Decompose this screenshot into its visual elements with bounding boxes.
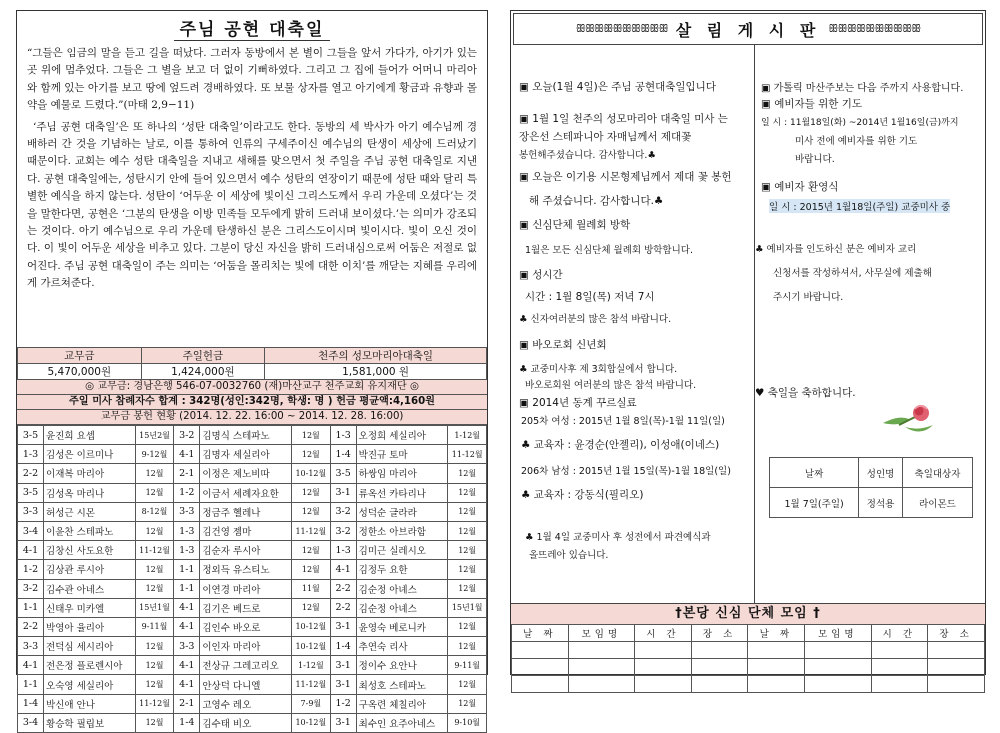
roster-name: 전상규 그레고리오 — [200, 656, 292, 675]
roster-period: 10-12월 — [292, 464, 331, 483]
roster-period: 9-12월 — [135, 445, 174, 464]
roster-name: 정한소 아브라함 — [356, 521, 448, 540]
roster-row — [18, 521, 487, 540]
roster-name: 박영아 율리아 — [44, 617, 136, 636]
meeting-cell — [871, 642, 928, 659]
roster-name: 이윤찬 스테파노 — [44, 521, 136, 540]
roster-group: 1-2 — [18, 560, 44, 579]
roster-period: 12월 — [292, 541, 331, 560]
roster-name: 윤진희 요셉 — [44, 426, 136, 445]
roster-name: 최수인 요주아네스 — [356, 713, 448, 732]
roster-group: 1-2 — [174, 483, 200, 502]
roster-period: 12월 — [135, 464, 174, 483]
meeting-cell — [691, 642, 748, 659]
meeting-cell — [805, 642, 871, 659]
notice-guide-2: 신청서를 작성하셔서, 사무실에 제출해 — [773, 268, 932, 279]
attendance-summary: 주일 미사 참례자수 합계 : 342명(성인:342명, 학생: 명 ) 헌금 평균액:4,160원 — [17, 395, 487, 410]
feast-saint: 정석용 — [859, 488, 903, 518]
roster-period: 12월 — [448, 694, 487, 713]
roster-group: 1-3 — [174, 521, 200, 540]
roster-group: 2-2 — [330, 598, 356, 617]
roster-name: 김인수 바오로 — [200, 617, 292, 636]
roster-group: 3-2 — [330, 502, 356, 521]
roster-name: 정외득 유스티노 — [200, 560, 292, 579]
roster-name: 김수관 아네스 — [44, 579, 136, 598]
notice-column-right — [755, 45, 985, 603]
roster-row — [18, 541, 487, 560]
roster-row — [18, 560, 487, 579]
feast-person: 라이몬드 — [902, 488, 972, 518]
roster-period: 9-10월 — [448, 713, 487, 732]
roster-name: 정이수 요안나 — [356, 656, 448, 675]
notice-mass: ▣ 1월 1일 천주의 성모마리아 대축일 미사 는 — [519, 113, 728, 125]
roster-row — [18, 502, 487, 521]
roster-group: 1-1 — [18, 598, 44, 617]
roster-group: 3-4 — [18, 713, 44, 732]
meeting-cell — [748, 642, 805, 659]
meeting-header: 날 짜 — [512, 625, 569, 642]
roster-period: 15년1월 — [135, 598, 174, 617]
meeting-cell — [512, 659, 569, 676]
meeting-header: 모임명 — [568, 625, 634, 642]
roster-group: 4-1 — [174, 617, 200, 636]
roster-period: 10-12월 — [292, 617, 331, 636]
notice-vacation: ▣ 신심단체 월례회 방학 — [519, 219, 631, 231]
roster-group: 4-1 — [330, 560, 356, 579]
roster-name: 최성호 스테파노 — [356, 675, 448, 694]
meeting-cell — [928, 659, 985, 676]
meeting-cell — [805, 659, 871, 676]
roster-group: 3-1 — [330, 483, 356, 502]
roster-period: 12월 — [292, 598, 331, 617]
roster-name: 김순정 아녜스 — [356, 598, 448, 617]
notice-holy-hour-note: ♣ 신자여러분의 많은 참석 바랍니다. — [519, 314, 672, 325]
meeting-row — [512, 659, 985, 676]
finance-value: 1,581,000 원 — [265, 364, 487, 380]
meeting-cell — [928, 676, 985, 693]
right-panel — [510, 10, 986, 675]
notice-flower: ▣ 오늘은 이기용 시몬형제님께서 제대 꽃 봉헌 — [519, 171, 732, 183]
roster-group: 4-1 — [174, 445, 200, 464]
roster-row — [18, 598, 487, 617]
roster-name: 김순자 루시아 — [200, 541, 292, 560]
roster-name: 김건영 젬마 — [200, 521, 292, 540]
meeting-cell — [928, 642, 985, 659]
roster-period: 12월 — [448, 675, 487, 694]
roster-period: 12월 — [292, 483, 331, 502]
roster-period: 12월 — [448, 502, 487, 521]
roster-period: 12월 — [135, 579, 174, 598]
notice-guide-3: 주시기 바랍니다. — [773, 292, 844, 303]
roster-group: 1-2 — [330, 694, 356, 713]
ornament-left: ꕥꕥꕥꕥꕥꕥꕥꕥꕥꕥ — [575, 22, 668, 35]
roster-name: 안상덕 다니엘 — [200, 675, 292, 694]
meeting-cell — [748, 659, 805, 676]
roster-group: 4-1 — [174, 656, 200, 675]
roster-row — [18, 464, 487, 483]
roster-row — [18, 617, 487, 636]
feast-header: 축일대상자 — [902, 458, 972, 488]
roster-period: 12월 — [448, 579, 487, 598]
roster-row — [18, 579, 487, 598]
roster-period: 12월 — [292, 560, 331, 579]
roster-name: 하쌍임 마리아 — [356, 464, 448, 483]
roster-group: 4-1 — [18, 656, 44, 675]
roster-group: 4-1 — [174, 675, 200, 694]
roster-name: 이정은 제노비따 — [200, 464, 292, 483]
roster-name: 김정두 요한 — [356, 560, 448, 579]
meeting-header: 장 소 — [691, 625, 748, 642]
roster-group: 3-1 — [330, 617, 356, 636]
roster-period: 11-12월 — [135, 541, 174, 560]
page-title: 주님 공현 대축일 — [17, 11, 487, 42]
roster-period: 12월 — [292, 445, 331, 464]
roster-name: 추연숙 리사 — [356, 637, 448, 656]
meeting-cell — [691, 659, 748, 676]
roster-period: 12월 — [292, 426, 331, 445]
notice-prayer-body-2: 바랍니다. — [795, 154, 835, 165]
meeting-title: †본당 신심 단체 모임 † — [511, 603, 985, 625]
roster-name: 김성옥 마리나 — [44, 483, 136, 502]
finance-value: 1,424,000원 — [141, 364, 265, 380]
roster-group: 3-2 — [174, 426, 200, 445]
meeting-cell — [871, 659, 928, 676]
roster-name: 허성근 시몬 — [44, 502, 136, 521]
roster-period: 1-12월 — [292, 656, 331, 675]
meeting-cell — [568, 659, 634, 676]
rose-icon — [879, 397, 937, 437]
roster-period: 15년2월 — [135, 426, 174, 445]
roster-group: 3-3 — [174, 502, 200, 521]
meeting-cell — [635, 642, 692, 659]
roster-period: 11월 — [292, 579, 331, 598]
feast-explanation: ‘주님 공현 대축일’은 또 하나의 ‘성탄 대축일’이라고도 한다. 동방의 세 박사가 아기 예수님께 경배하러 간 것을 기념하는 날로, 이를 통하여 인류의 구세주이신 예수님의 탄생이 세상에 드러났기 때문이다. 교회는 예수 성탄 대축일을 지내고 새해를 맞으면서 첫 주일을 주님 공현 대축일로 지낸다. 공현 대축일에는, 성탄시기 안에 들어 있으면서 예수 성탄의 연장이기 때문에 성탄 때와 달리 특별한 예식을 하지 않는다. 성탄이 ‘어두운 이 세상에 빛이신 그리스도께서 우리 가운데 오셨다’는 것을 말한다면, 공현은 ‘그분의 탄생을 이방 민족들 모두에게 밝히 드러내 보이셨다.’는 의미가 강조되는 것이다. 아기 예수님으로 우리 가운데 탄생하신 분은 그리스도이시며 빛이시다. 빛이 오신 것이다. 이 빛이 어두운 세상을 비추고 있다. 그분이 당신 자신을 밝히 드러내심으로써 어둠은 저절로 없어진다. 주님 공현 대축일이 주는 의미는 ‘어둠을 몰리치는 빛에 대한 이치’를 깨닫는 지혜를 우리에게 가르쳐준다. — [27, 120, 477, 290]
feast-greeting: ♥ 축일을 축하합니다. — [755, 387, 856, 399]
notice-cursillo-women-teacher: ♣ 교육자 : 윤경순(안젤리), 이성애(이네스) — [521, 439, 720, 451]
roster-group: 3-5 — [18, 426, 44, 445]
feast-table — [769, 457, 973, 518]
roster-name: 김기은 베드로 — [200, 598, 292, 617]
roster-period: 12월 — [448, 560, 487, 579]
feast-header: 날짜 — [770, 458, 859, 488]
roster-name: 이재복 마리아 — [44, 464, 136, 483]
notice-prayer: ▣ 예비자들 위한 기도 — [761, 98, 863, 110]
notice-paul-club-1: ♣ 교중미사후 제 3회합실에서 합니다. — [519, 364, 678, 375]
meeting-row — [512, 676, 985, 693]
roster-period: 15년1월 — [448, 598, 487, 617]
roster-group: 1-3 — [174, 541, 200, 560]
finance-value: 5,470,000원 — [18, 364, 142, 380]
meeting-cell — [748, 676, 805, 693]
roster-period: 9-11월 — [448, 656, 487, 675]
roster-row — [18, 637, 487, 656]
roster-group: 1-1 — [174, 579, 200, 598]
roster-period: 12월 — [135, 656, 174, 675]
roster-name: 성덕순 글라라 — [356, 502, 448, 521]
roster-name: 오정희 세실리아 — [356, 426, 448, 445]
roster-group: 1-1 — [18, 675, 44, 694]
roster-group: 1-3 — [330, 541, 356, 560]
roster-period: 7-9월 — [292, 694, 331, 713]
meeting-cell — [635, 676, 692, 693]
roster-name: 김수태 비오 — [200, 713, 292, 732]
roster-name: 김창신 사도요한 — [44, 541, 136, 560]
meeting-row — [512, 642, 985, 659]
roster-period: 10-12월 — [292, 637, 331, 656]
meeting-cell — [691, 676, 748, 693]
roster-period: 12월 — [135, 713, 174, 732]
roster-period: 9-11월 — [135, 617, 174, 636]
roster-row — [18, 694, 487, 713]
roster-group: 3-1 — [330, 675, 356, 694]
roster-group: 3-3 — [18, 637, 44, 656]
roster-name: 정금주 헬레나 — [200, 502, 292, 521]
meeting-cell — [512, 676, 569, 693]
notice-welcome-date: 일 시 : 2015년 1월18일(주일) 교중미사 중 — [769, 199, 950, 213]
finance-table — [17, 347, 487, 380]
roster-group: 1-4 — [174, 713, 200, 732]
notice-flower-2: 해 주셨습니다. 감사합니다.♣ — [529, 195, 664, 207]
notice-today: ▣ 오늘(1월 4일)은 주님 공현대축일입니다 — [519, 81, 716, 93]
meeting-header: 시 간 — [635, 625, 692, 642]
meeting-header: 날 짜 — [748, 625, 805, 642]
meeting-cell — [871, 676, 928, 693]
roster-period: 11-12월 — [292, 675, 331, 694]
roster-row — [18, 713, 487, 732]
roster-period: 11-12월 — [448, 445, 487, 464]
roster-name: 전은정 플로렌시아 — [44, 656, 136, 675]
roster-row — [18, 426, 487, 445]
roster-period: 12월 — [135, 637, 174, 656]
roster-period: 12월 — [448, 541, 487, 560]
roster-name: 구옥련 체칠리아 — [356, 694, 448, 713]
roster-row — [18, 445, 487, 464]
notice-guide: ♣ 예비자를 인도하신 분은 예비자 교리 — [755, 244, 917, 255]
roster-period: 10-12월 — [292, 713, 331, 732]
meeting-table — [511, 624, 985, 693]
meeting-cell — [568, 676, 634, 693]
meeting-cell — [635, 659, 692, 676]
ornament-right: ꕥꕥꕥꕥꕥꕥꕥꕥꕥꕥ — [828, 22, 921, 35]
roster-period: 12월 — [135, 483, 174, 502]
bulletin-header — [513, 13, 983, 45]
roster-name: 김미근 실레시오 — [356, 541, 448, 560]
scripture-quote: “그들은 임금의 말을 듣고 길을 떠났다. 그러자 동방에서 본 별이 그들을 앞서 가다가, 아기가 있는 곳 위에 멈추었다. 그들은 그 별을 보고 더 없이 기뻐하였다. 그리고 그 집에 들어가 어머니 마리아와 함께 있는 아기를 보고 땅에 엎드려 경배하였다. 또 보물 상자를 열고 아기에게 황금과 유향과 몰약을 예물로 드렸다.”(마태 2,9−11) — [27, 47, 477, 112]
roster-group: 2-2 — [18, 464, 44, 483]
roster-name: 김상관 루시아 — [44, 560, 136, 579]
roster-group: 3-3 — [18, 502, 44, 521]
notice-dispatch: ♣ 1월 4일 교중미사 후 성전에서 파견예식과 — [525, 532, 711, 543]
notice-paul-club-2: 바오로회원 여러분의 많은 참석 바랍니다. — [525, 380, 697, 391]
roster-period: 11-12월 — [292, 521, 331, 540]
notice-cursillo: ▣ 2014년 동계 꾸르실료 — [519, 397, 637, 409]
notice-cursillo-men-teacher: ♣ 교육자 : 강동식(필리오) — [521, 489, 644, 501]
roster-period: 1-12월 — [448, 426, 487, 445]
roster-group: 3-5 — [330, 464, 356, 483]
finance-header: 천주의 성모마리아대축일 — [265, 348, 487, 364]
finance-header: 교무금 — [18, 348, 142, 364]
roster-name: 김성은 이르미나 — [44, 445, 136, 464]
roster-name: 김순정 아녜스 — [356, 579, 448, 598]
meeting-header: 장 소 — [928, 625, 985, 642]
roster-group: 2-1 — [174, 464, 200, 483]
notice-vacation-body: 1월은 모든 신심단체 월례회 방학합니다. — [525, 245, 693, 256]
finance-section — [17, 347, 487, 733]
roster-group: 3-1 — [330, 656, 356, 675]
notice-dispatch-2: 올뜨레아 있습니다. — [529, 550, 609, 561]
notice-prayer-date: 일 시 : 11월18일(화) ~2014년 1월16일(금)까지 — [761, 118, 959, 128]
roster-period: 12월 — [448, 521, 487, 540]
meeting-cell — [568, 642, 634, 659]
roster-title: 교무금 봉헌 현황 (2014. 12. 22. 16:00 ~ 2014. 12. 28. 16:00) — [17, 410, 487, 425]
roster-group: 1-4 — [330, 445, 356, 464]
roster-name: 윤영숙 베로니카 — [356, 617, 448, 636]
roster-group: 3-4 — [18, 521, 44, 540]
roster-group: 2-1 — [174, 694, 200, 713]
roster-name: 황승학 필립보 — [44, 713, 136, 732]
roster-group: 3-5 — [18, 483, 44, 502]
notice-cursillo-women: 205차 여성 : 2015년 1월 8일(목)-1월 11일(일) — [521, 416, 725, 427]
roster-period: 12월 — [135, 675, 174, 694]
roster-name: 박신애 안나 — [44, 694, 136, 713]
feast-header: 성인명 — [859, 458, 903, 488]
finance-header: 주일헌금 — [141, 348, 265, 364]
roster-name: 신태우 미카엘 — [44, 598, 136, 617]
roster-group: 1-4 — [18, 694, 44, 713]
roster-name: 오숙영 세실리아 — [44, 675, 136, 694]
notice-mass-3: 봉헌해주셨습니다. 감사합니다.♣ — [519, 150, 656, 161]
roster-name: 김명자 세실리아 — [200, 445, 292, 464]
roster-name: 전덕심 세시리아 — [44, 637, 136, 656]
roster-group: 1-1 — [174, 560, 200, 579]
roster-period: 12월 — [448, 637, 487, 656]
roster-row — [18, 483, 487, 502]
roster-group: 2-2 — [330, 579, 356, 598]
roster-period: 12월 — [448, 464, 487, 483]
notice-paul-club: ▣ 바오로회 신년회 — [519, 339, 607, 351]
roster-group: 1-4 — [330, 637, 356, 656]
roster-period: 8-12월 — [135, 502, 174, 521]
roster-group: 4-1 — [18, 541, 44, 560]
roster-table — [17, 425, 487, 733]
bulletin-title: 살 림 게 시 판 — [675, 20, 821, 40]
roster-period: 12월 — [448, 617, 487, 636]
account-info: ◎ 교무금: 경남은행 546-07-0032760 (재)마산교구 천주교회 유지재단 ◎ — [17, 380, 487, 395]
roster-period: 12월 — [135, 560, 174, 579]
roster-name: 이금서 세례자요한 — [200, 483, 292, 502]
notice-prayer-body: 미사 전에 예비자를 위한 기도 — [795, 136, 918, 147]
roster-name: 김명식 스테파노 — [200, 426, 292, 445]
roster-group: 2-2 — [18, 617, 44, 636]
notice-mass-2: 장은선 스테파니아 자매님께서 제대꽃 — [519, 131, 692, 143]
roster-group: 3-2 — [18, 579, 44, 598]
roster-group: 1-3 — [330, 426, 356, 445]
roster-group: 3-2 — [330, 521, 356, 540]
notice-bulletin: ▣ 가톨릭 마산주보는 다음 주까지 사용합니다. — [761, 83, 964, 94]
meeting-header: 시 간 — [871, 625, 928, 642]
roster-period: 12월 — [448, 483, 487, 502]
meeting-cell — [512, 642, 569, 659]
roster-group: 1-3 — [18, 445, 44, 464]
meeting-header: 모임명 — [805, 625, 871, 642]
feast-date: 1월 7일(주일) — [770, 488, 859, 518]
roster-row — [18, 675, 487, 694]
notice-holy-hour: ▣ 성시간 — [519, 269, 563, 281]
notice-cursillo-men: 206차 남성 : 2015년 1월 15일(목)-1월 18일(일) — [521, 466, 731, 477]
roster-name: 이연경 마리아 — [200, 579, 292, 598]
roster-group: 4-1 — [174, 598, 200, 617]
roster-group: 3-1 — [330, 713, 356, 732]
roster-name: 이인자 마리아 — [200, 637, 292, 656]
roster-row — [18, 656, 487, 675]
roster-period: 12월 — [292, 502, 331, 521]
notice-holy-hour-time: 시간 : 1월 8일(목) 저녁 7시 — [525, 291, 655, 303]
notice-column-left — [511, 45, 755, 603]
roster-period: 12월 — [135, 521, 174, 540]
roster-name: 류옥선 카타리나 — [356, 483, 448, 502]
left-panel — [16, 10, 488, 730]
notice-welcome: ▣ 예비자 환영식 — [761, 181, 839, 193]
roster-period: 11-12월 — [135, 694, 174, 713]
meeting-cell — [805, 676, 871, 693]
roster-group: 3-3 — [174, 637, 200, 656]
roster-name: 박진규 토마 — [356, 445, 448, 464]
roster-name: 고영수 레오 — [200, 694, 292, 713]
